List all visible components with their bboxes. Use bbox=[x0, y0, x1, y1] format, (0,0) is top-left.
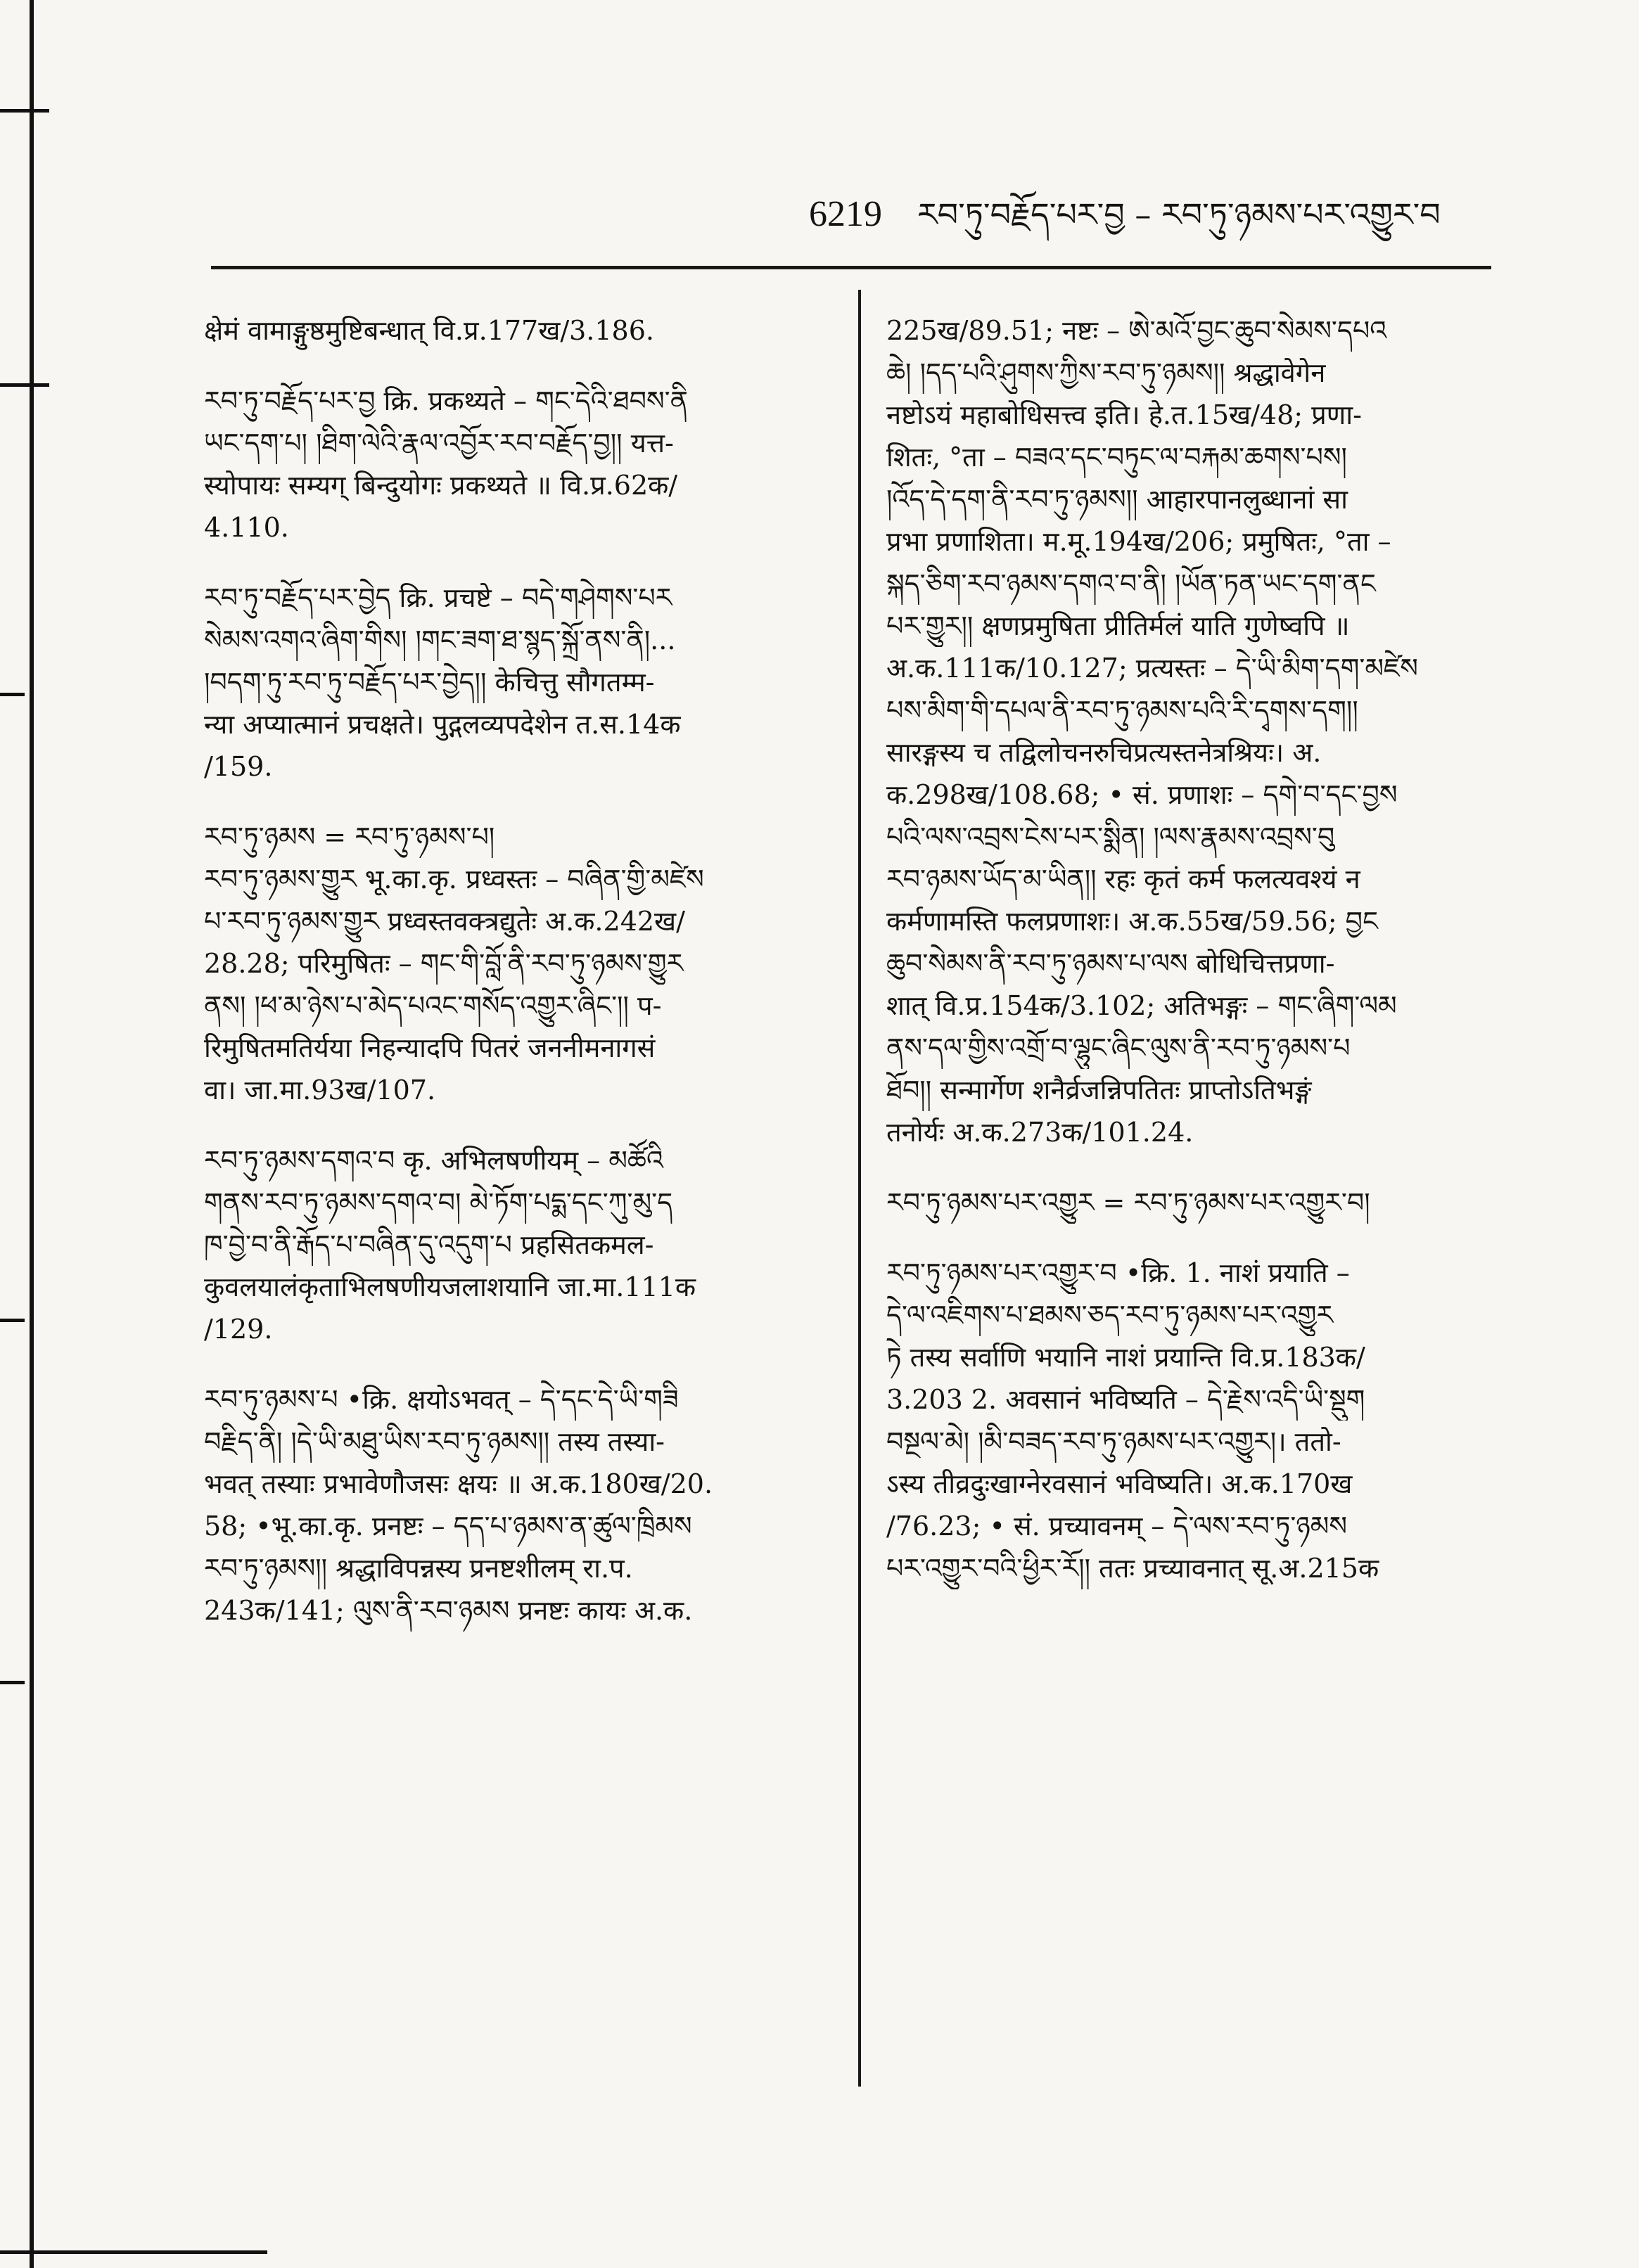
text-line: པས་མིག་གི་དཔལ་ནི་རབ་ཏུ་ཉམས་པའི་རི་དྭགས་དག།། bbox=[886, 695, 1358, 726]
scan-edge-tick-5 bbox=[0, 1681, 25, 1684]
scan-edge-tick-2 bbox=[0, 383, 49, 387]
header-rule bbox=[211, 266, 1491, 269]
text-line: །བདག་ཏུ་རབ་ཏུ་བརྗོད་པར་བྱེད།། केचित्तु सौगतम्म- bbox=[204, 667, 655, 698]
text-line: རབ་ཏུ་ཉམས = རབ་ཏུ་ཉམས་པ། bbox=[204, 821, 495, 852]
text-line: 58; •भू.का.कृ. प्रनष्टः – དད་པ་ཉམས་ན་ཚུལ་ཁྲིམས bbox=[204, 1511, 692, 1542]
text-line: རབ་ཏུ་ཉམས་དགའ་བ कृ. अभिलषणीयम् – མཚོའི bbox=[204, 1145, 663, 1176]
running-head: རབ་ཏུ་བརྗོད་པར་བྱ – རབ་ཏུ་ཉམས་པར་འགྱུར་བ bbox=[917, 196, 1441, 233]
text-line: ऽस्य तीव्रदुःखाग्नेरवसानं भविष्यति। अ.क.170ख bbox=[886, 1468, 1353, 1499]
scan-edge-tick-3 bbox=[0, 693, 25, 696]
text-line: །འོད་དེ་དག་ནི་རབ་ཏུ་ཉམས།། आहारपानलुब्धानां सा bbox=[886, 484, 1348, 515]
text-line: तनोर्यः अ.क.273क/101.24. bbox=[886, 1117, 1194, 1148]
text-line: रिमुषितमतिर्यया निहन्यादपि पितरं जननीमनागसं bbox=[204, 1032, 656, 1063]
text-line: 28.28; परिमुषितः – གང་གི་བློ་ནི་རབ་ཏུ་ཉམས་གྱུར bbox=[204, 948, 684, 979]
text-line: རབ་ཏུ་བརྗོད་པར་བྱ क्रि. प्रकथ्यते – གང་དེའི་ཐབས་ནི bbox=[204, 385, 688, 416]
text-line: 4.110. bbox=[204, 512, 289, 543]
text-line: རབ་ཏུ་ཉམས་པར་འགྱུར = རབ་ཏུ་ཉམས་པར་འགྱུར་བ། bbox=[886, 1187, 1370, 1218]
page-header bbox=[809, 179, 1477, 236]
scan-edge-tick-4 bbox=[0, 1319, 25, 1322]
scan-edge-bottom-curve bbox=[0, 2250, 267, 2254]
text-line: स्योपायः सम्यग् बिन्दुयोगः प्रकथ्यते ॥ वि.प्र.62क/ bbox=[204, 470, 678, 501]
left-column bbox=[204, 309, 816, 1632]
text-line: क.298ख/108.68; • सं. प्रणाशः – དགེ་བ་དང་བྱས bbox=[886, 779, 1398, 810]
page-number: 6219 bbox=[809, 194, 882, 234]
text-line: པར་གྱུར།། क्षणप्रमुषिता प्रीतिर्मलं याति गुणेष्वपि ॥ bbox=[886, 610, 1350, 641]
right-column bbox=[886, 309, 1488, 1589]
text-line: वा। जा.मा.93ख/107. bbox=[204, 1075, 436, 1106]
text-line: སེམས་འགའ་ཞིག་གིས། །གང་ཟག་ཐ་སྙད་སྐྲོ་ནས་ནི།... bbox=[204, 624, 676, 655]
text-line: པར་འགྱུར་བའི་ཕྱིར་རོ།། ततः प्रच्यावनात् सू.अ.215क bbox=[886, 1553, 1379, 1584]
text-line: 225ख/89.51; नष्टः – ཨེ་མའོ་བྱང་ཆུབ་སེམས་དཔའ bbox=[886, 315, 1387, 346]
text-line: ནས། །ཕ་མ་ཉེས་པ་མེད་པའང་གསོད་འགྱུར་ཞིང་།། प- bbox=[204, 990, 662, 1021]
text-line: भवत् तस्याः प्रभावेणौजसः क्षयः ॥ अ.क.180ख/20. bbox=[204, 1468, 713, 1499]
text-line: शात् वि.प्र.154क/3.102; अतिभङ्गः – གང་ཞིག་ལམ bbox=[886, 990, 1397, 1021]
text-line: ཆུབ་སེམས་ནི་རབ་ཏུ་ཉམས་པ་ལས बोधिचित्तप्रणा- bbox=[886, 948, 1335, 979]
text-line: བསྔལ་མེ། །མི་བཟད་རབ་ཏུ་ཉམས་པར་འགྱུར།। ततो- bbox=[886, 1426, 1341, 1457]
text-line: /159. bbox=[204, 751, 273, 782]
text-line: नष्टोऽयं महाबोधिसत्त्व इति। हे.त.15ख/48; प्रणा- bbox=[886, 399, 1362, 430]
text-line: 3.203 2. अवसानं भविष्यति – དེ་རྗེས་འདི་ཡི་སྡུག bbox=[886, 1384, 1365, 1415]
text-line: प्रभा प्रणाशिता। म.मू.194ख/206; प्रमुषितः, °ता – bbox=[886, 526, 1391, 557]
text-line: དེ་ལ་འཇིགས་པ་ཐམས་ཅད་རབ་ཏུ་ཉམས་པར་འགྱུར bbox=[886, 1300, 1334, 1331]
text-line: /76.23; • सं. प्रच्यावनम् – དེ་ལས་རབ་ཏུ་ཉམས bbox=[886, 1511, 1347, 1542]
text-line: /129. bbox=[204, 1314, 273, 1345]
text-line: རབ་ཏུ་ཉམས་པར་འགྱུར་བ •क्रि. 1. नाशं प्रयाति – bbox=[886, 1257, 1350, 1288]
text-line: པ་རབ་ཏུ་ཉམས་གྱུར प्रध्वस्तवक्त्रद्युतेः अ.क.242ख/ bbox=[204, 906, 685, 937]
text-line: རབ་ཉམས་ཡོད་མ་ཡིན།། रहः कृतं कर्म फलत्यवश्यं न bbox=[886, 864, 1360, 895]
text-line: སྐད་ཅིག་རབ་ཉམས་དགའ་བ་ནི། །ཡོན་ཏན་ཡང་དག་ནང bbox=[886, 568, 1376, 599]
text-line: རབ་ཏུ་ཉམས།། श्रद्धाविपन्नस्य प्रनष्टशीलम् रा.प. bbox=[204, 1553, 633, 1584]
text-line: རབ་ཏུ་བརྗོད་པར་བྱེད क्रि. प्रचष्टे – བདེ་གཤེགས་པར bbox=[204, 582, 672, 613]
text-line: གནས་རབ་ཏུ་ཉམས་དགའ་བ། མེ་ཏོག་པདྨ་དང་ཀུ་མུ་ད bbox=[204, 1187, 673, 1218]
text-line: सारङ्गस्य च तद्विलोचनरुचिप्रत्यस्तनेत्रश्रियः। अ. bbox=[886, 737, 1322, 768]
text-line: ཏེ तस्य सर्वाणि भयानि नाशं प्रयान्ति वि.प्र.183क/ bbox=[886, 1342, 1365, 1373]
text-line: 243क/141; ལུས་ནི་རབ་ཉམས प्रनष्टः कायः अ.क. bbox=[204, 1595, 693, 1626]
text-line: कर्मणामस्ति फलप्रणाशः। अ.क.55ख/59.56; བྱང bbox=[886, 906, 1378, 937]
text-line: པའི་ལས་འབྲས་ངེས་པར་སྨིན། །ལས་རྣམས་འབྲས་བུ bbox=[886, 821, 1335, 852]
column-divider bbox=[858, 290, 861, 2087]
text-line: कुवलयालंकृताभिलषणीयजलाशयानि जा.मा.111क bbox=[204, 1271, 696, 1302]
text-line: क्षेमं वामाङ्गुष्ठमुष्टिबन्धात् वि.प्र.177ख/3.186. bbox=[204, 315, 654, 346]
scan-edge-tick-1 bbox=[0, 109, 49, 113]
text-line: न्या अप्यात्मानं प्रचक्षते। पुद्गलव्यपदेशेन त.स.14क bbox=[204, 709, 681, 740]
scan-edge-line bbox=[30, 0, 34, 2268]
text-line: ཡང་དག་པ། །ཐིག་ལེའི་རྣལ་འབྱོར་རབ་བརྗོད་བྱ།། यत्त- bbox=[204, 428, 674, 459]
text-line: शितः, °ता – བཟའ་དང་བཏུང་ལ་བརྐམ་ཆགས་པས། bbox=[886, 442, 1347, 473]
text-line: བརྗིད་ནི། །དེ་ཡི་མཐུ་ཡིས་རབ་ཏུ་ཉམས།། तस्य तस्या- bbox=[204, 1426, 665, 1457]
text-line: ནས་དལ་གྱིས་འགྲོ་བ་ལྷུང་ཞིང་ལུས་ནི་རབ་ཏུ་ཉམས་པ bbox=[886, 1032, 1351, 1063]
text-line: ཐོབ།། सन्मार्गेण शनैर्व्रजन्निपतितः प्राप्तोऽतिभङ्गं bbox=[886, 1075, 1312, 1106]
text-line: རབ་ཏུ་ཉམས་པ •क्रि. क्षयोऽभवत् – དེ་དང་དེ་ཡི་གཟི bbox=[204, 1384, 679, 1415]
text-line: ཆེ། །དད་པའི་ཤུགས་ཀྱིས་རབ་ཏུ་ཉམས།། श्रद्धावेगेन bbox=[886, 357, 1326, 388]
text-line: अ.क.111क/10.127; प्रत्यस्तः – དེ་ཡི་མིག་དག་མཛེས bbox=[886, 653, 1418, 684]
text-line: ཁ་བྱེ་བ་ནི་རྒོད་པ་བཞིན་དུ་འདུག་པ प्रहसितकमल- bbox=[204, 1229, 654, 1260]
text-line: རབ་ཏུ་ཉམས་གྱུར भू.का.कृ. प्रध्वस्तः – བཞིན་གྱི་མཛེས bbox=[204, 864, 704, 895]
